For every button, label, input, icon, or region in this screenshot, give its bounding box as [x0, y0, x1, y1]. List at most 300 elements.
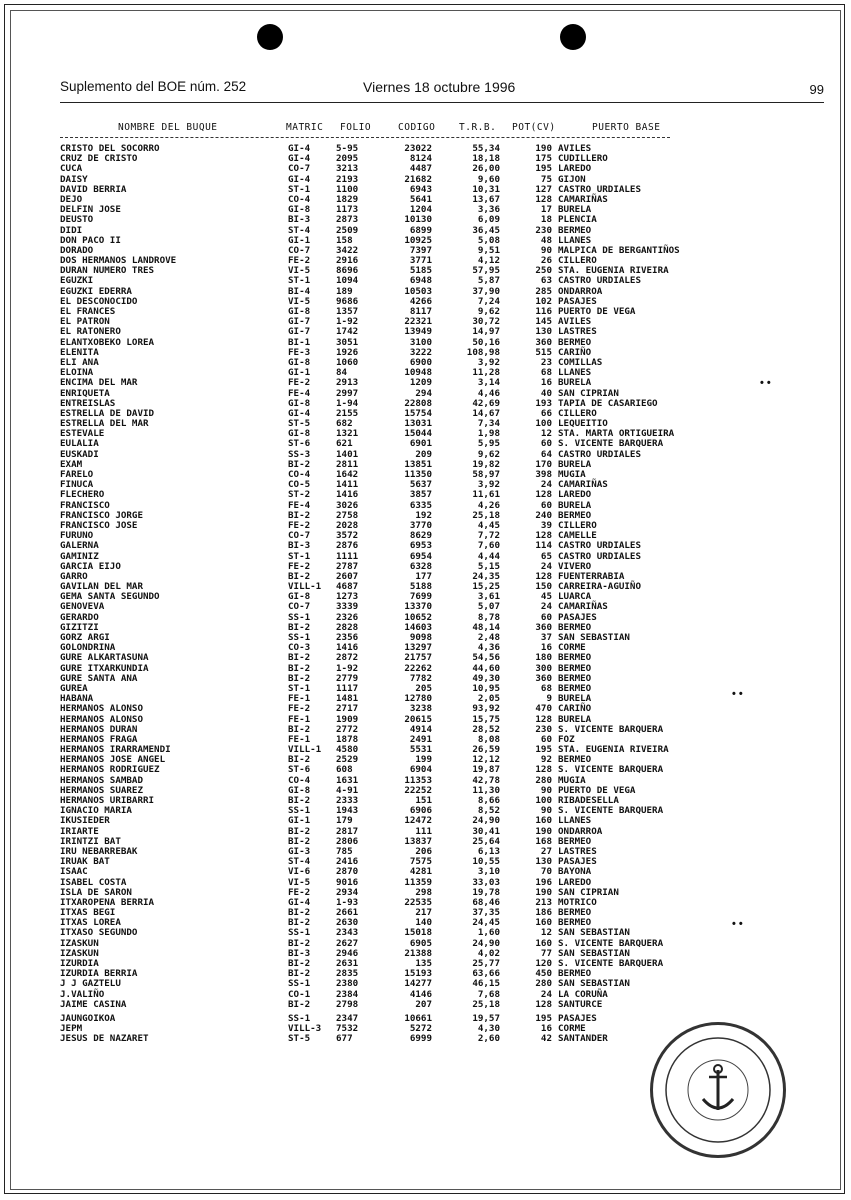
vessel-name: ISAAC [60, 866, 88, 878]
vessel-codigo: 6904 [409, 764, 432, 776]
table-row [60, 827, 740, 837]
vessel-folio: 2607 [336, 570, 359, 582]
vessel-matric: CO-3 [288, 642, 311, 654]
table-row [60, 144, 740, 154]
publication-date: Viernes 18 octubre 1996 [363, 79, 516, 95]
vessel-matric: GI-7 [288, 326, 311, 338]
vessel-codigo: 3770 [409, 519, 432, 531]
vessel-trb: 11,28 [472, 367, 500, 379]
vessel-trb: 63,66 [472, 968, 500, 980]
vessel-pot: 12 [540, 428, 552, 440]
vessel-matric: GI-1 [288, 234, 311, 246]
table-row [60, 1024, 740, 1034]
col-folio: FOLIO [340, 122, 372, 133]
vessel-folio: 2758 [336, 509, 359, 521]
vessel-matric: VILL-3 [288, 1023, 322, 1035]
table-row [60, 878, 740, 888]
vessel-pot: 240 [535, 509, 552, 521]
vessel-folio: 2913 [336, 377, 359, 389]
vessel-port: BERMEO [558, 621, 592, 633]
vessel-pot: 186 [535, 907, 552, 919]
vessel-name: JEPM [60, 1023, 83, 1035]
vessel-trb: 4,02 [477, 947, 500, 959]
vessel-name: HERMANOS SUAREZ [60, 784, 143, 796]
vessel-name: EUSKADI [60, 448, 99, 460]
vessel-trb: 68,46 [472, 896, 500, 908]
col-codigo: CODIGO [398, 122, 436, 133]
vessel-name: HERMANOS IRARRAMENDI [60, 744, 171, 756]
vessel-folio: 1-93 [336, 896, 359, 908]
vessel-pot: 60 [540, 438, 552, 450]
table-row [60, 327, 740, 337]
vessel-pot: 120 [535, 958, 552, 969]
vessel-trb: 46,15 [472, 978, 500, 990]
vessel-pot: 23 [540, 356, 552, 368]
vessel-port: CASTRO URDIALES [558, 275, 641, 287]
table-row [60, 287, 740, 297]
vessel-name: ITXAS BEGI [60, 907, 116, 919]
table-row [60, 816, 740, 826]
vessel-trb: 9,62 [477, 448, 500, 460]
vessel-name: GURE ITXARKUNDIA [60, 662, 149, 674]
vessel-matric: CO-7 [288, 163, 311, 175]
vessel-matric: SS-1 [288, 632, 311, 643]
vessel-pot: 63 [540, 275, 552, 287]
table-row [60, 307, 740, 317]
table-row [60, 501, 740, 511]
table-row [60, 276, 740, 286]
table-row [60, 979, 740, 989]
vessel-name: ENCIMA DEL MAR [60, 377, 138, 389]
vessel-folio: 1909 [336, 713, 359, 725]
vessel-pot: 37 [540, 632, 552, 643]
vessel-codigo: 192 [415, 509, 432, 521]
vessel-matric: GI-4 [288, 143, 311, 154]
table-row [60, 470, 740, 480]
vessel-folio: 2779 [336, 672, 359, 684]
vessel-codigo: 3771 [409, 255, 432, 267]
vessel-port: BURELA [558, 693, 592, 705]
vessel-folio: 2798 [336, 998, 359, 1010]
table-row [60, 888, 740, 898]
vessel-matric: BI-2 [288, 662, 311, 674]
vessel-trb: 10,31 [472, 183, 500, 195]
vessel-port: BURELA [558, 458, 592, 470]
vessel-trb: 3,14 [477, 377, 500, 389]
vessel-pot: 145 [535, 316, 552, 328]
vessel-pot: 515 [535, 346, 552, 358]
vessel-matric: BI-2 [288, 937, 311, 949]
vessel-codigo: 8117 [409, 306, 432, 317]
table-row [60, 562, 740, 572]
vessel-pot: 175 [535, 153, 552, 165]
vessel-matric: ST-4 [288, 856, 311, 868]
vessel-port: CAMARIÑAS [558, 601, 608, 613]
vessel-trb: 10,95 [472, 682, 500, 694]
vessel-folio: 189 [336, 285, 353, 297]
vessel-pot: 130 [535, 856, 552, 868]
vessel-trb: 48,14 [472, 621, 500, 633]
vessel-pot: 60 [540, 611, 552, 623]
vessel-matric: GI-1 [288, 815, 311, 827]
vessel-matric: SS-3 [288, 448, 311, 460]
vessel-pot: 12 [540, 927, 552, 939]
vessel-folio: 3339 [336, 601, 359, 613]
vessel-folio: 1-94 [336, 397, 359, 409]
vessel-trb: 8,78 [477, 611, 500, 623]
vessel-name: FRANCISCO JOSE [60, 519, 138, 531]
col-pot: POT(CV) [512, 122, 556, 133]
vessel-pot: 16 [540, 377, 552, 389]
vessel-matric: BI-1 [288, 336, 311, 348]
vessel-matric: BI-3 [288, 947, 311, 959]
vessel-folio: 1060 [336, 356, 359, 368]
vessel-codigo: 4914 [409, 723, 432, 735]
vessel-matric: CO-4 [288, 193, 311, 205]
vessel-port: CASTRO URDIALES [558, 448, 641, 460]
vessel-trb: 7,34 [477, 418, 500, 430]
vessel-matric: BI-2 [288, 672, 311, 684]
vessel-pot: 42 [540, 1033, 552, 1045]
vessel-port: LLANES [558, 234, 592, 246]
vessel-codigo: 22252 [404, 784, 432, 796]
vessel-matric: FE-2 [288, 560, 311, 572]
vessel-name: FRANCISCO JORGE [60, 509, 143, 521]
vessel-port: AVILES [558, 316, 592, 328]
vessel-folio: 2356 [336, 632, 359, 643]
table-row [60, 348, 740, 358]
vessel-trb: 49,30 [472, 672, 500, 684]
table-row [60, 226, 740, 236]
vessel-port: PASAJES [558, 611, 597, 623]
vessel-matric: BI-2 [288, 570, 311, 582]
vessel-pot: 75 [540, 173, 552, 185]
vessel-codigo: 5188 [409, 581, 432, 593]
vessel-matric: VI-5 [288, 265, 311, 277]
table-row [60, 511, 740, 521]
vessel-matric: GI-8 [288, 356, 311, 368]
table-row [60, 541, 740, 551]
vessel-port: SAN CIPRIAN [558, 886, 619, 898]
table-row [60, 776, 740, 786]
vessel-port: BAYONA [558, 866, 592, 878]
vessel-pot: 128 [535, 998, 552, 1010]
vessel-pot: 128 [535, 193, 552, 205]
vessel-folio: 2934 [336, 886, 359, 898]
vessel-codigo: 1209 [409, 377, 432, 389]
vessel-pot: 60 [540, 733, 552, 745]
vessel-codigo: 4146 [409, 988, 432, 1000]
vessel-codigo: 6953 [409, 540, 432, 552]
table-row [60, 185, 740, 195]
vessel-name: HERMANOS JOSE ANGEL [60, 754, 166, 766]
vessel-folio: 2631 [336, 958, 359, 969]
vessel-port: S. VICENTE BARQUERA [558, 723, 664, 735]
vessel-trb: 4,30 [477, 1023, 500, 1035]
vessel-name: HERMANOS FRAGA [60, 733, 138, 745]
vessel-codigo: 206 [415, 845, 432, 857]
vessel-port: S. VICENTE BARQUERA [558, 438, 664, 450]
vessel-name: EGUZKI [60, 275, 94, 287]
vessel-codigo: 209 [415, 448, 432, 460]
vessel-pot: 40 [540, 387, 552, 399]
vessel-pot: 114 [535, 540, 552, 552]
vessel-matric: ST-6 [288, 764, 311, 776]
page-header [60, 77, 824, 99]
vessel-codigo: 22262 [404, 662, 432, 674]
vessel-codigo: 14277 [404, 978, 432, 990]
vessel-trb: 9,60 [477, 173, 500, 185]
vessel-trb: 5,95 [477, 438, 500, 450]
vessel-name: DAVID BERRIA [60, 183, 127, 195]
vessel-port: CORME [558, 642, 586, 654]
vessel-pot: 195 [535, 163, 552, 175]
vessel-port: BERMEO [558, 754, 592, 766]
vessel-trb: 36,45 [472, 224, 500, 236]
vessel-folio: 2997 [336, 387, 359, 399]
vessel-codigo: 3857 [409, 489, 432, 501]
vessel-port: S. VICENTE BARQUERA [558, 805, 664, 817]
vessel-folio: 3051 [336, 336, 359, 348]
table-row [60, 1014, 740, 1024]
vessel-pot: 90 [540, 784, 552, 796]
vessel-pot: 39 [540, 519, 552, 531]
vessel-name: GEMA SANTA SEGUNDO [60, 591, 160, 603]
table-row [60, 623, 740, 633]
vessel-pot: 470 [535, 703, 552, 715]
vessel-name: GARCIA EIJO [60, 560, 121, 572]
vessel-codigo: 6905 [409, 937, 432, 949]
vessel-port: FUENTERRABIA [558, 570, 625, 582]
vessel-name: FURUNO [60, 530, 94, 542]
vessel-port: RIBADESELLA [558, 795, 619, 806]
vessel-pot: 77 [540, 947, 552, 959]
vessel-pot: 160 [535, 815, 552, 827]
vessel-pot: 127 [535, 183, 552, 195]
table-row [60, 399, 740, 409]
vessel-folio: 3026 [336, 499, 359, 511]
vessel-pot: 160 [535, 937, 552, 949]
vessel-pot: 9 [546, 693, 552, 705]
vessel-matric: BI-2 [288, 958, 311, 969]
vessel-name: FARELO [60, 469, 94, 480]
vessel-name: GAVILAN DEL MAR [60, 581, 143, 593]
vessel-folio: 1943 [336, 805, 359, 817]
vessel-name: ISLA DE SARON [60, 886, 132, 898]
vessel-matric: CO-5 [288, 479, 311, 491]
vessel-name: JESUS DE NAZARET [60, 1033, 149, 1045]
vessel-name: IZASKUN [60, 947, 99, 959]
vessel-pot: 360 [535, 672, 552, 684]
vessel-port: BURELA [558, 377, 592, 389]
vessel-trb: 19,57 [472, 1012, 500, 1024]
vessel-codigo: 13370 [404, 601, 432, 613]
vessel-codigo: 5531 [409, 744, 432, 756]
vessel-matric: GI-4 [288, 153, 311, 165]
vessel-matric: FE-3 [288, 346, 311, 358]
vessel-pot: 230 [535, 224, 552, 236]
vessel-folio: 2817 [336, 825, 359, 837]
vessel-folio: 9016 [336, 876, 359, 888]
vessel-trb: 44,60 [472, 662, 500, 674]
vessel-port: LAREDO [558, 163, 592, 175]
vessel-folio: 608 [336, 764, 353, 776]
table-row [60, 450, 740, 460]
vessel-port: SANTANDER [558, 1033, 608, 1045]
table-row [60, 969, 740, 979]
vessel-port: AVILES [558, 143, 592, 154]
vessel-port: MALPICA DE BERGANTIÑOS [558, 244, 680, 256]
table-row [60, 602, 740, 612]
vessel-codigo: 207 [415, 998, 432, 1010]
vessel-pot: 360 [535, 336, 552, 348]
vessel-name: ELOINA [60, 367, 94, 379]
vessel-matric: BI-2 [288, 835, 311, 847]
vessel-port: BERMEO [558, 224, 592, 236]
vessel-trb: 6,09 [477, 214, 500, 226]
vessel-trb: 42,69 [472, 397, 500, 409]
vessel-trb: 4,44 [477, 550, 500, 562]
col-name: NOMBRE DEL BUQUE [118, 122, 218, 133]
vessel-pot: 48 [540, 234, 552, 246]
vessel-codigo: 13949 [404, 326, 432, 338]
vessel-name: ENTREISLAS [60, 397, 116, 409]
table-row [60, 317, 740, 327]
vessel-trb: 19,87 [472, 764, 500, 776]
table-row [60, 215, 740, 225]
col-matric: MATRIC [286, 122, 324, 133]
vessel-trb: 25,77 [472, 958, 500, 969]
vessel-port: BURELA [558, 204, 592, 216]
vessel-name: GUREA [60, 682, 88, 694]
vessel-codigo: 21388 [404, 947, 432, 959]
vessel-matric: BI-3 [288, 214, 311, 226]
vessel-trb: 24,90 [472, 815, 500, 827]
table-row [60, 1034, 740, 1044]
vessel-name: GURE ALKARTASUNA [60, 652, 149, 664]
vessel-folio: 1742 [336, 326, 359, 338]
vessel-matric: BI-2 [288, 795, 311, 806]
vessel-codigo: 12472 [404, 815, 432, 827]
vessel-trb: 2,60 [477, 1033, 500, 1045]
vessel-matric: GI-1 [288, 367, 311, 379]
vessel-port: LASTRES [558, 845, 597, 857]
table-row [60, 195, 740, 205]
vessel-name: J.VALIÑO [60, 988, 105, 1000]
vessel-name: IRUAK BAT [60, 856, 110, 868]
vessel-matric: FE-2 [288, 886, 311, 898]
margin-mark: • • [732, 918, 743, 930]
vessel-codigo: 15754 [404, 407, 432, 419]
vessel-folio: 1173 [336, 204, 359, 216]
vessel-port: PLENCIA [558, 214, 597, 226]
vessel-pot: 213 [535, 896, 552, 908]
vessel-matric: GI-7 [288, 316, 311, 328]
vessel-folio: 1481 [336, 693, 359, 705]
vessel-trb: 4,46 [477, 387, 500, 399]
vessel-folio: 1642 [336, 469, 359, 480]
vessel-name: EL RATONERO [60, 326, 121, 338]
vessel-port: SAN CIPRIAN [558, 387, 619, 399]
table-row [60, 409, 740, 419]
vessel-pot: 398 [535, 469, 552, 480]
vessel-folio: 785 [336, 845, 353, 857]
vessel-folio: 2627 [336, 937, 359, 949]
vessel-codigo: 10661 [404, 1012, 432, 1024]
vessel-folio: 2347 [336, 1012, 359, 1024]
vessel-port: SANTURCE [558, 998, 603, 1010]
vessel-trb: 15,75 [472, 713, 500, 725]
vessel-matric: ST-2 [288, 489, 311, 501]
vessel-name: ESTEVALE [60, 428, 105, 440]
vessel-name: HERMANOS RODRIGUEZ [60, 764, 160, 776]
vessel-codigo: 3238 [409, 703, 432, 715]
vessel-pot: 160 [535, 917, 552, 929]
vessel-folio: 2333 [336, 795, 359, 806]
vessel-name: EL DESCONOCIDO [60, 295, 138, 307]
vessel-codigo: 111 [415, 825, 432, 837]
vessel-port: LEQUEITIO [558, 418, 608, 430]
table-row [60, 694, 740, 704]
vessel-codigo: 23022 [404, 143, 432, 154]
vessel-pot: 16 [540, 1023, 552, 1035]
vessel-folio: 1111 [336, 550, 359, 562]
vessel-codigo: 6328 [409, 560, 432, 572]
vessel-name: CRUZ DE CRISTO [60, 153, 138, 165]
vessel-trb: 28,52 [472, 723, 500, 735]
table-row [60, 990, 740, 1000]
vessel-name: GARRO [60, 570, 88, 582]
vessel-trb: 5,07 [477, 601, 500, 613]
vessel-pot: 18 [540, 214, 552, 226]
vessel-trb: 8,08 [477, 733, 500, 745]
table-row [60, 1000, 740, 1010]
table-row [60, 725, 740, 735]
vessel-folio: 2380 [336, 978, 359, 990]
vessel-codigo: 2491 [409, 733, 432, 745]
vessel-port: BERMEO [558, 662, 592, 674]
punch-hole [257, 24, 283, 50]
vessel-folio: 2717 [336, 703, 359, 715]
vessel-trb: 1,60 [477, 927, 500, 939]
vessel-name: DAISY [60, 173, 88, 185]
vessel-name: HERMANOS SAMBAD [60, 774, 143, 786]
vessel-name: ITXAROPENA BERRIA [60, 896, 155, 908]
vessel-trb: 13,67 [472, 193, 500, 205]
vessel-codigo: 11353 [404, 774, 432, 786]
vessel-name: FLECHERO [60, 489, 105, 501]
vessel-folio: 2193 [336, 173, 359, 185]
table-row [60, 490, 740, 500]
vessel-codigo: 5641 [409, 193, 432, 205]
vessel-matric: GI-8 [288, 306, 311, 317]
vessel-matric: FE-1 [288, 733, 311, 745]
vessel-codigo: 10130 [404, 214, 432, 226]
vessel-port: CAMARIÑAS [558, 479, 608, 491]
table-row [60, 480, 740, 490]
vessel-trb: 14,67 [472, 407, 500, 419]
vessel-matric: FE-4 [288, 387, 311, 399]
vessel-folio: 2772 [336, 723, 359, 735]
table-row [60, 297, 740, 307]
vessel-port: LAREDO [558, 876, 592, 888]
vessel-folio: 2876 [336, 540, 359, 552]
vessel-pot: 450 [535, 968, 552, 980]
vessel-codigo: 294 [415, 387, 432, 399]
vessel-trb: 15,25 [472, 581, 500, 593]
vessel-port: LAREDO [558, 489, 592, 501]
table-row [60, 704, 740, 714]
